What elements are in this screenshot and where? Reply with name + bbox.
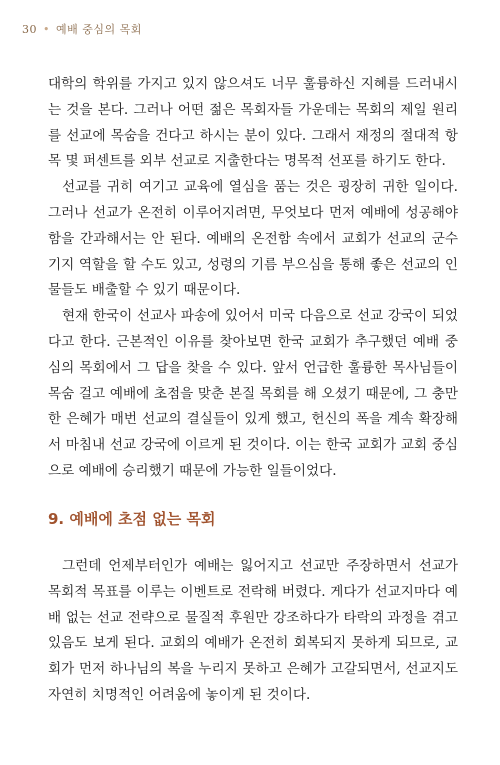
paragraph: 그런데 언제부터인가 예배는 잃어지고 선교만 주장하면서 선교가 목회적 목표를 이루는 이벤트로 전락해 버렸다. 게다가 선교지마다 예배 없는 선교 전략으로 물질적 후원만 강조하다가 타락의 과정을 겪고 있음도 보게 된다. 교회의 예배가 온전히 회복되지 못하게 되므로, 교회가 먼저 하나님의 복을 누리지 못하고 은혜가 고갈되면서, 선교지도 자연히 치명적인 어려움에 놓이게 된 것이다. xyxy=(48,558,458,703)
body-text xyxy=(48,72,458,485)
running-head xyxy=(22,21,142,37)
paragraph: 대학의 학위를 가지고 있지 않으셔도 너무 훌륭하신 지혜를 드러내시는 것을 본다. 그러나 어떤 젊은 목회자들 가운데는 목회의 제일 원리를 선교에 목숨을 건다고 하시는 분이 있다. 그래서 재정의 절대적 항목 몇 퍼센트를 외부 선교로 지출한다는 명목적 선포를 하기도 한다. xyxy=(48,76,458,170)
header-separator: • xyxy=(43,23,50,36)
paragraph: 선교를 귀히 여기고 교육에 열심을 품는 것은 굉장히 귀한 일이다. 그러나 선교가 온전히 이루어지려면, 무엇보다 먼저 예배에 성공해야 함을 간과해서는 안 된다. 예배의 온전함 속에서 교회가 선교의 군수기지 역할을 할 수도 있고, 성령의 기름 부으심을 통해 좋은 선교의 인물들도 배출할 수 있기 때문이다. xyxy=(48,179,458,299)
section-body xyxy=(48,554,458,709)
page-number: 30 xyxy=(22,23,37,36)
paragraph: 현재 한국이 선교사 파송에 있어서 미국 다음으로 선교 강국이 되었다고 한다. 근본적인 이유를 찾아보면 한국 교회가 추구했던 예배 중심의 목회에서 그 답을 찾을 수 있다. 앞서 언급한 훌륭한 목사님들이 목숨 걸고 예배에 초점을 맞춘 본질 목회를 해 오셨기 때문에, 그 충만한 은혜가 매번 선교의 결실들이 있게 했고, 헌신의 폭을 계속 확장해서 마침내 선교 강국에 이르게 된 것이다. 이는 한국 교회가 교회 중심으로 예배에 승리했기 때문에 가능한 일들이었다. xyxy=(48,308,458,479)
book-title: 예배 중심의 목회 xyxy=(56,23,142,36)
section-heading: 9. 예배에 초점 없는 목회 xyxy=(48,510,216,528)
